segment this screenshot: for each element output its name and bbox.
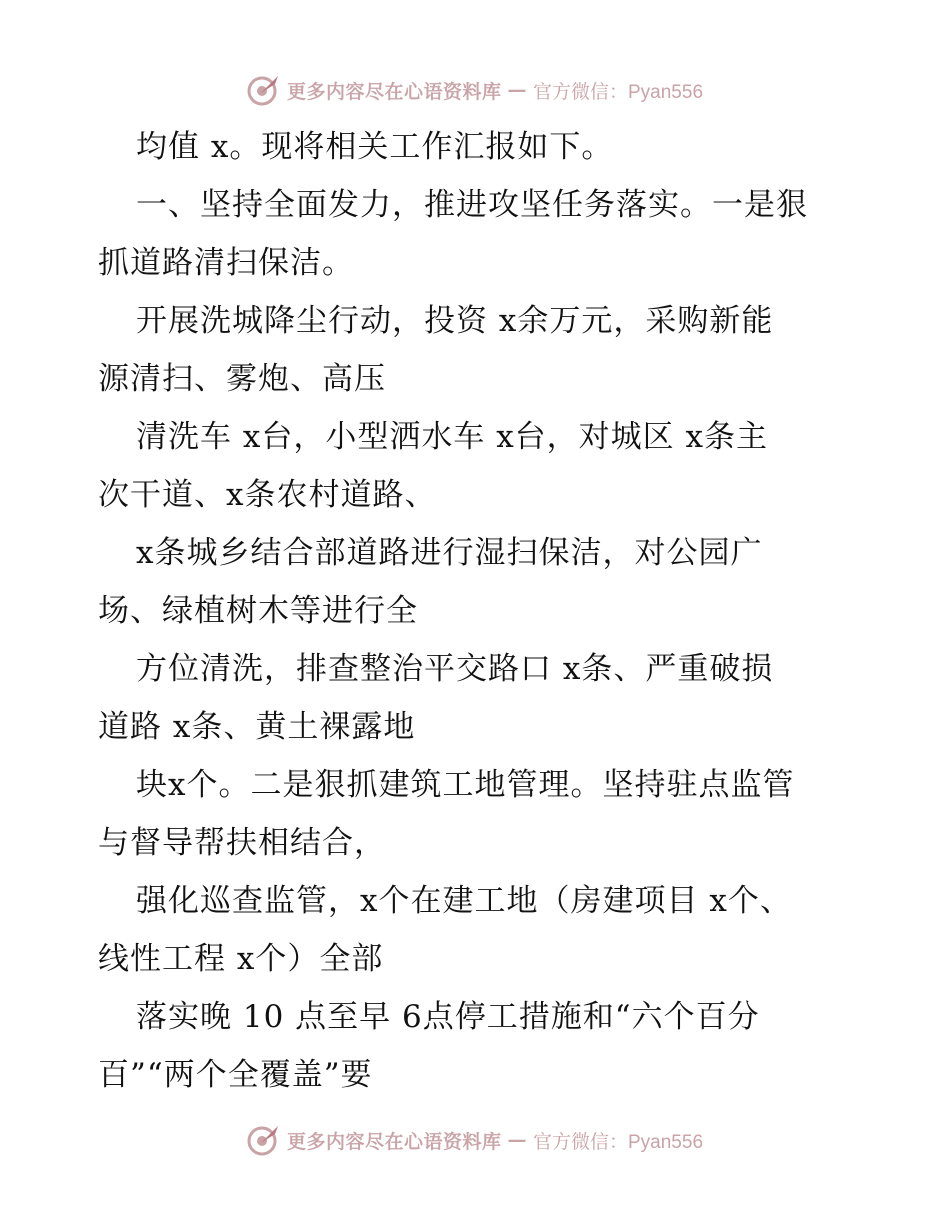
- paragraph-line: 源清扫、雾炮、高压: [98, 361, 386, 397]
- watermark-contact-text: 官方微信：Pyan556: [533, 81, 704, 103]
- paragraph-line: 方位清洗，排查整治平交路口 x条、严重破损: [136, 651, 774, 687]
- paragraph-line: 道路 x条、黄土裸露地: [98, 709, 416, 745]
- watermark-brand-text: 更多内容尽在心语资料库: [286, 80, 502, 103]
- paragraph-line: 均值 x。现将相关工作汇报如下。: [136, 129, 614, 165]
- paragraph-line: 线性工程 x个）全部: [98, 941, 384, 977]
- quill-circle-logo-icon: [247, 1123, 281, 1157]
- paragraph-line: 块x个。二是狠抓建筑工地管理。坚持驻点监管: [136, 767, 795, 803]
- watermark-contact-text: 官方微信：Pyan556: [533, 1131, 704, 1153]
- quill-circle-logo-icon: [247, 73, 281, 107]
- paragraph-line: 开展洗城降尘行动，投资 x余万元，采购新能: [136, 303, 774, 339]
- footer-watermark: [0, 1120, 950, 1160]
- paragraph-line: 强化巡查监管，x个在建工地（房建项目 x个、: [136, 883, 792, 919]
- watermark-brand-text: 更多内容尽在心语资料库: [286, 1130, 502, 1153]
- paragraph-line: 抓道路清扫保洁。: [98, 245, 354, 281]
- paragraph-line: 百”“两个全覆盖”要: [98, 1057, 373, 1093]
- paragraph-line: 与督导帮扶相结合，: [98, 825, 386, 861]
- watermark-separator: —: [507, 79, 527, 101]
- watermark-separator: —: [507, 1129, 527, 1151]
- paragraph-line: 一、坚持全面发力，推进攻坚任务落实。一是狠: [136, 187, 808, 223]
- paragraph-line: 清洗车 x台，小型洒水车 x台，对城区 x条主: [136, 419, 769, 455]
- paragraph-line: 落实晚 10 点至早 6点停工措施和“六个百分: [136, 999, 760, 1035]
- document-body: [98, 118, 858, 1104]
- header-watermark: [0, 70, 950, 110]
- paragraph-line: x条城乡结合部道路进行湿扫保洁，对公园广: [136, 535, 763, 571]
- paragraph-line: 场、绿植树木等进行全: [98, 593, 418, 629]
- paragraph-line: 次干道、x条农村道路、: [98, 477, 437, 513]
